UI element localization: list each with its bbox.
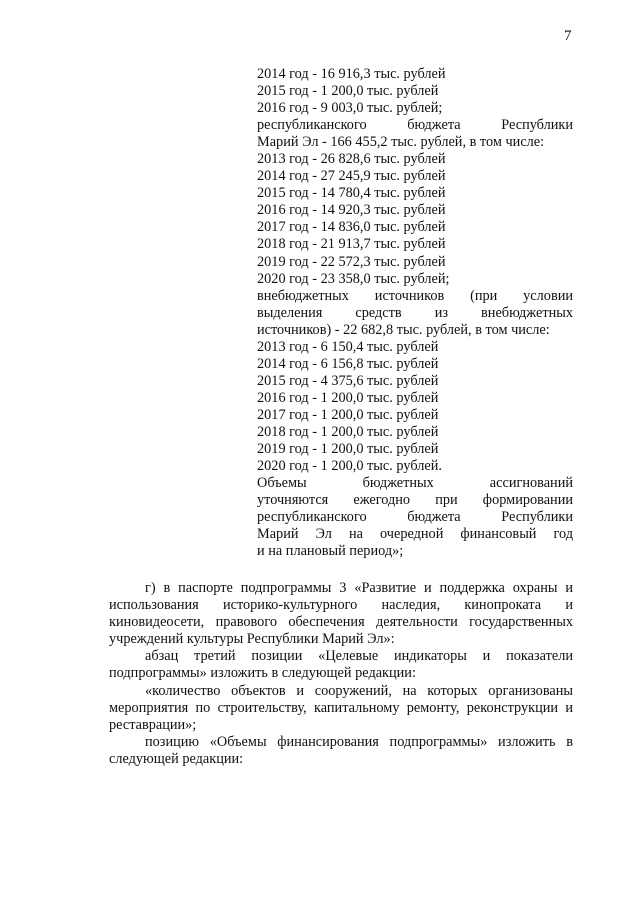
column-line: 2020 год - 23 358,0 тыс. рублей;: [257, 270, 450, 287]
page-number: 7: [564, 28, 572, 44]
column-line: 2020 год - 1 200,0 тыс. рублей.: [257, 458, 442, 475]
paragraph: г) в паспорте подпрограммы 3 «Развитие и поддержка охраны и использования историко-культурного наследия, кинопроката и киновидеосети, правового обеспечения деятельности государственных учреждений культуры Республики Марий Эл»:: [109, 580, 573, 648]
column-line: 2019 год - 22 572,3 тыс. рублей: [257, 253, 446, 270]
column-line: 2016 год - 1 200,0 тыс. рублей: [257, 389, 439, 406]
column-line: 2014 год - 6 156,8 тыс. рублей: [257, 355, 439, 372]
column-line: 2019 год - 1 200,0 тыс. рублей: [257, 441, 439, 458]
column-line: 2017 год - 14 836,0 тыс. рублей: [257, 219, 446, 236]
paragraph: позицию «Объемы финансирования подпрограммы» изложить в следующей редакции:: [109, 733, 573, 767]
column-line: 2015 год - 1 200,0 тыс. рублей: [257, 83, 439, 100]
paragraph: абзац третий позиции «Целевые индикаторы и показатели подпрограммы» изложить в следующей редакции:: [109, 648, 573, 682]
column-line: источников) - 22 682,8 тыс. рублей, в том числе:: [257, 321, 550, 338]
column-line: уточняются ежегодно при формировании: [257, 492, 573, 509]
column-line: и на плановый период»;: [257, 543, 404, 560]
column-line: 2016 год - 14 920,3 тыс. рублей: [257, 202, 446, 219]
column-line: республиканского бюджета Республики: [257, 509, 573, 526]
column-line: 2015 год - 4 375,6 тыс. рублей: [257, 372, 439, 389]
paragraph: «количество объектов и сооружений, на которых организованы мероприятия по строительству, капитальному ремонту, реконструкции и реставрации»;: [109, 682, 573, 733]
column-line: 2015 год - 14 780,4 тыс. рублей: [257, 185, 446, 202]
main-text: [109, 580, 573, 768]
column-line: республиканского бюджета Республики: [257, 117, 573, 134]
column-line: 2014 год - 16 916,3 тыс. рублей: [257, 66, 446, 82]
column-line: 2017 год - 1 200,0 тыс. рублей: [257, 406, 439, 423]
column-line: выделения средств из внебюджетных: [257, 304, 573, 321]
column-line: 2018 год - 1 200,0 тыс. рублей: [257, 423, 439, 440]
column-line: 2013 год - 6 150,4 тыс. рублей: [257, 338, 439, 355]
column-line: 2018 год - 21 913,7 тыс. рублей: [257, 236, 446, 253]
column-line: Объемы бюджетных ассигнований: [257, 475, 573, 492]
column-line: Марий Эл - 166 455,2 тыс. рублей, в том числе:: [257, 134, 545, 151]
column-line: 2014 год - 27 245,9 тыс. рублей: [257, 168, 446, 185]
column-line: Марий Эл на очередной финансовый год: [257, 526, 573, 543]
financing-column: [257, 66, 573, 560]
column-line: 2016 год - 9 003,0 тыс. рублей;: [257, 100, 443, 117]
column-line: внебюджетных источников (при условии: [257, 287, 573, 304]
column-line: 2013 год - 26 828,6 тыс. рублей: [257, 151, 446, 168]
